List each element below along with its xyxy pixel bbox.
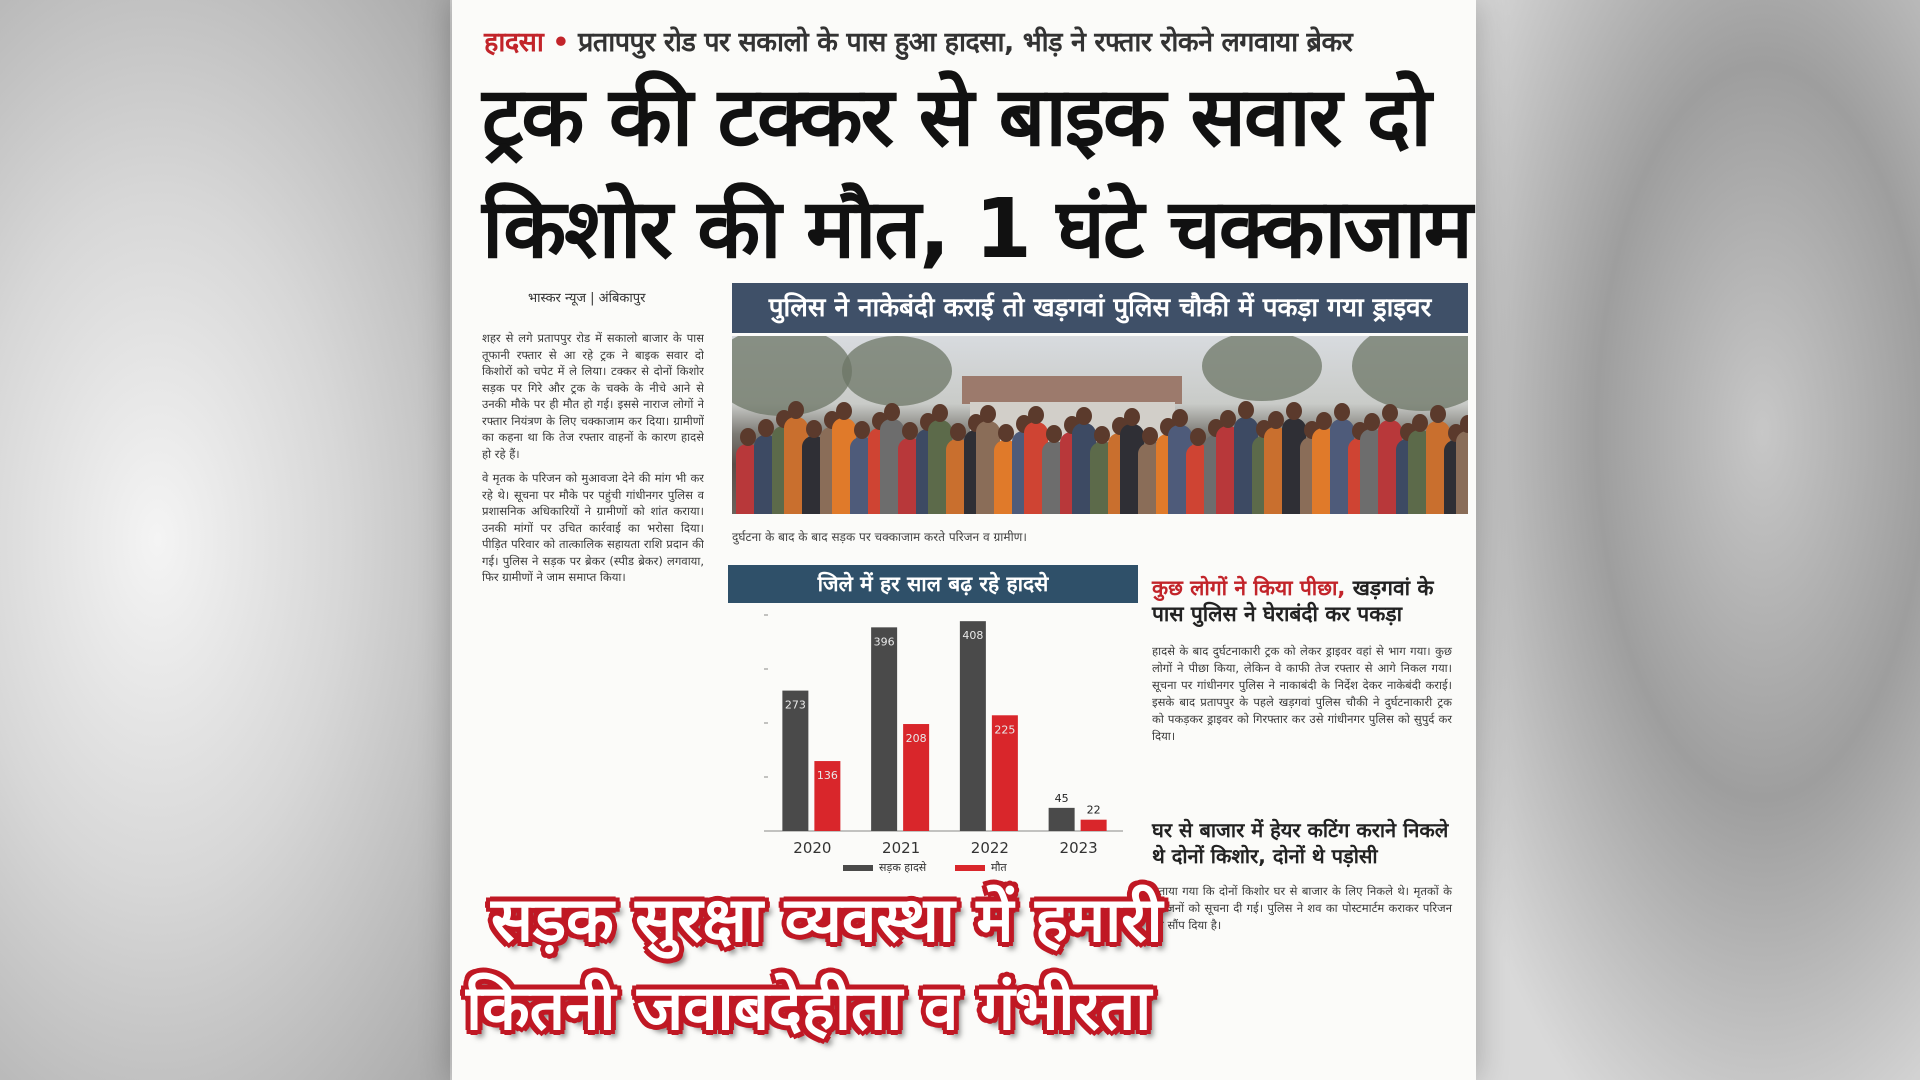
x-tick-label-2023: 2023 xyxy=(1059,839,1098,857)
caption-overlay xyxy=(466,876,1396,1052)
crowd-photo xyxy=(732,336,1468,514)
bar-chart xyxy=(728,605,1138,883)
side-subheadline: घर से बाजार में हेयर कटिंग कराने निकले थे दोनों किशोर, दोनों थे पड़ोसी xyxy=(1152,818,1449,868)
chart-box xyxy=(728,565,1138,883)
kicker-line xyxy=(484,22,1352,59)
kicker-text: प्रतापपुर रोड पर सकालो के पास हुआ हादसा, भीड़ ने रफ्तार रोकने लगवाया ब्रेकर xyxy=(569,27,1353,58)
side-body-2: बताया गया कि दोनों किशोर घर से बाजार के लिए निकले थे। मृतकों के परिजनों को सूचना दी गई। पुलिस ने शव का पोस्टमार्टम कराकर परिजन को सौंप दिया है। xyxy=(1152,884,1452,932)
chart-title: जिले में हर साल बढ़ रहे हादसे xyxy=(728,565,1138,603)
byline: भास्कर न्यूज | अंबिकापुर xyxy=(528,291,646,306)
photo-headline-strip: पुलिस ने नाकेबंदी कराई तो खड़गवां पुलिस चौकी में पकड़ा गया ड्राइवर xyxy=(732,283,1468,333)
legend-label-1: मौत xyxy=(991,861,1007,874)
headline-line-2: किशोर की मौत, 1 घंटे चक्काजाम xyxy=(482,182,1471,277)
data-label-2021-1: 208 xyxy=(905,732,927,746)
data-label-2020-0: 273 xyxy=(784,698,806,712)
bar-2020-0 xyxy=(782,691,808,831)
story-paragraph-1: शहर से लगे प्रतापपुर रोड में सकालो बाजार के पास तूफानी रफ्तार से आ रहे ट्रक ने बाइक सवार दो किशोरों को चपेट में ले लिया। टक्कर से दोनों किशोर सड़क पर गिरे और ट्रक के चक्के के नीचे आने से उनकी मौके पर ही मौत हो गई। इससे नाराज लोगों ने रफ्तार नियंत्रण के लिए चक्काजाम कर दिया। ग्रामीणों का कहना था कि तेज रफ्तार वाहनों के कारण हादसे हो रहे हैं। xyxy=(482,331,704,461)
story-paragraph-2: वे मृतक के परिजन को मुआवजा देने की मांग भी कर रहे थे। सूचना पर मौके पर पहुंची गांधीनगर पुलिस व प्रशासनिक अधिकारियों ने ग्रामीणों को शांत कराया। उनकी मांगों पर उचित कार्रवाई का भरोसा दिया। पीड़ित परिवार को तात्कालिक सहायता राशि प्रदान की गई। पुलिस ने सड़क पर ब्रेकर (स्पीड ब्रेकर) लगवाया, फिर ग्रामीणों ने जाम समाप्त किया। xyxy=(482,471,704,584)
bar-2022-0 xyxy=(960,621,986,831)
bar-2023-0 xyxy=(1049,808,1075,831)
legend-swatch-1 xyxy=(955,865,985,871)
x-tick-label-2021: 2021 xyxy=(882,839,921,857)
headline-line-1: ट्रक की टक्कर से बाइक सवार दो xyxy=(482,70,1430,165)
side-body: हादसे के बाद दुर्घटनाकारी ट्रक को लेकर ड्राइवर वहां से भाग गया। कुछ लोगों ने पीछा किया, लेकिन वे काफी तेज रफ्तार से आगे निकल गया। सूचना पर गांधीनगर पुलिस ने नाकाबंदी के निर्देश देकर नाकेबंदी कराई। इसके बाद प्रतापपुर के पहले खड़गवां पुलिस चौकी ने दुर्घटनाकारी ट्रक को पकड़कर ड्राइवर को गिरफ्तार कर उसे गांधीनगर पुलिस को सुपुर्द कर दिया। xyxy=(1152,644,1452,743)
background-blur-right xyxy=(1470,0,1920,1080)
overlay-line-2: कितनी जवाबदेहीता व गंभीरता xyxy=(466,971,1152,1044)
data-label-2022-1: 225 xyxy=(994,723,1016,737)
x-tick-label-2020: 2020 xyxy=(793,839,832,857)
headline xyxy=(482,62,1472,286)
side-headline-rest: खड़गवां के पास पुलिस ने घेराबंदी कर पकड़ा xyxy=(1152,576,1434,626)
background-blur-left xyxy=(0,0,450,1080)
bar-2021-0 xyxy=(871,627,897,831)
overlay-line-1: सड़क सुरक्षा व्यवस्था में हमारी xyxy=(491,883,1163,956)
photo-caption: दुर्घटना के बाद के बाद सड़क पर चक्काजाम करते परिजन व ग्रामीण। xyxy=(732,530,1027,544)
data-label-2022-0: 408 xyxy=(962,629,984,643)
x-tick-label-2022: 2022 xyxy=(970,839,1009,857)
bar-2023-1 xyxy=(1081,820,1107,831)
data-label-2023-0: 45 xyxy=(1054,791,1069,805)
side-headline-red: कुछ लोगों ने किया पीछा, xyxy=(1152,576,1346,600)
data-label-2020-1: 136 xyxy=(816,769,838,783)
data-label-2021-0: 396 xyxy=(873,635,895,649)
side-headline xyxy=(1152,575,1462,627)
story-column-left xyxy=(482,330,704,890)
legend-label-0: सड़क हादसे xyxy=(879,861,927,874)
data-label-2023-1: 22 xyxy=(1086,803,1101,817)
kicker-tag: हादसा • xyxy=(484,27,570,58)
legend-swatch-0 xyxy=(843,865,873,871)
